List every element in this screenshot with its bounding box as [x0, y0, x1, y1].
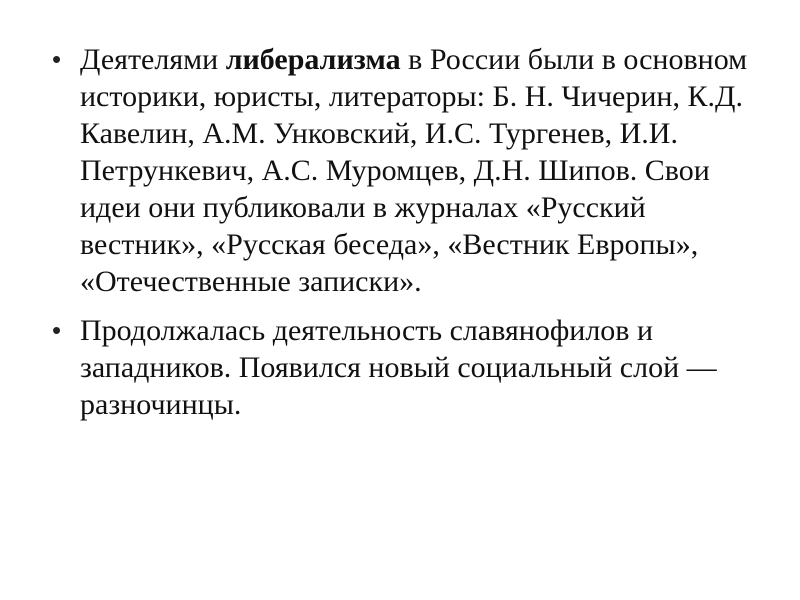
bullet-marker: • [52, 44, 62, 74]
bullet-text-start: Деятелями [80, 43, 226, 76]
bullet-text-rest: в России были в основном историки, юристы, литераторы: Б. Н. Чичерин, К.Д. Кавелин, А.М. Унковский, И.С. Тургенев, И.И. Петрункевич, А.С. Муромцев, Д.Н. Шипов. Свои идеи они публиковали в журналах «Русский вестник», «Русская беседа», «Вестник Европы», «Отечественные записки». [80, 43, 748, 298]
bullet-liberalism [52, 41, 752, 300]
bullet-bold-term: либерализма [225, 43, 401, 76]
bullet-list [52, 41, 752, 435]
bullet-marker: • [52, 315, 62, 345]
bullet-text: Продолжалась деятельность славянофилов и западников. Появился новый социальный слой — разночинцы. [80, 314, 717, 421]
bullet-raznochintsy [52, 312, 752, 423]
